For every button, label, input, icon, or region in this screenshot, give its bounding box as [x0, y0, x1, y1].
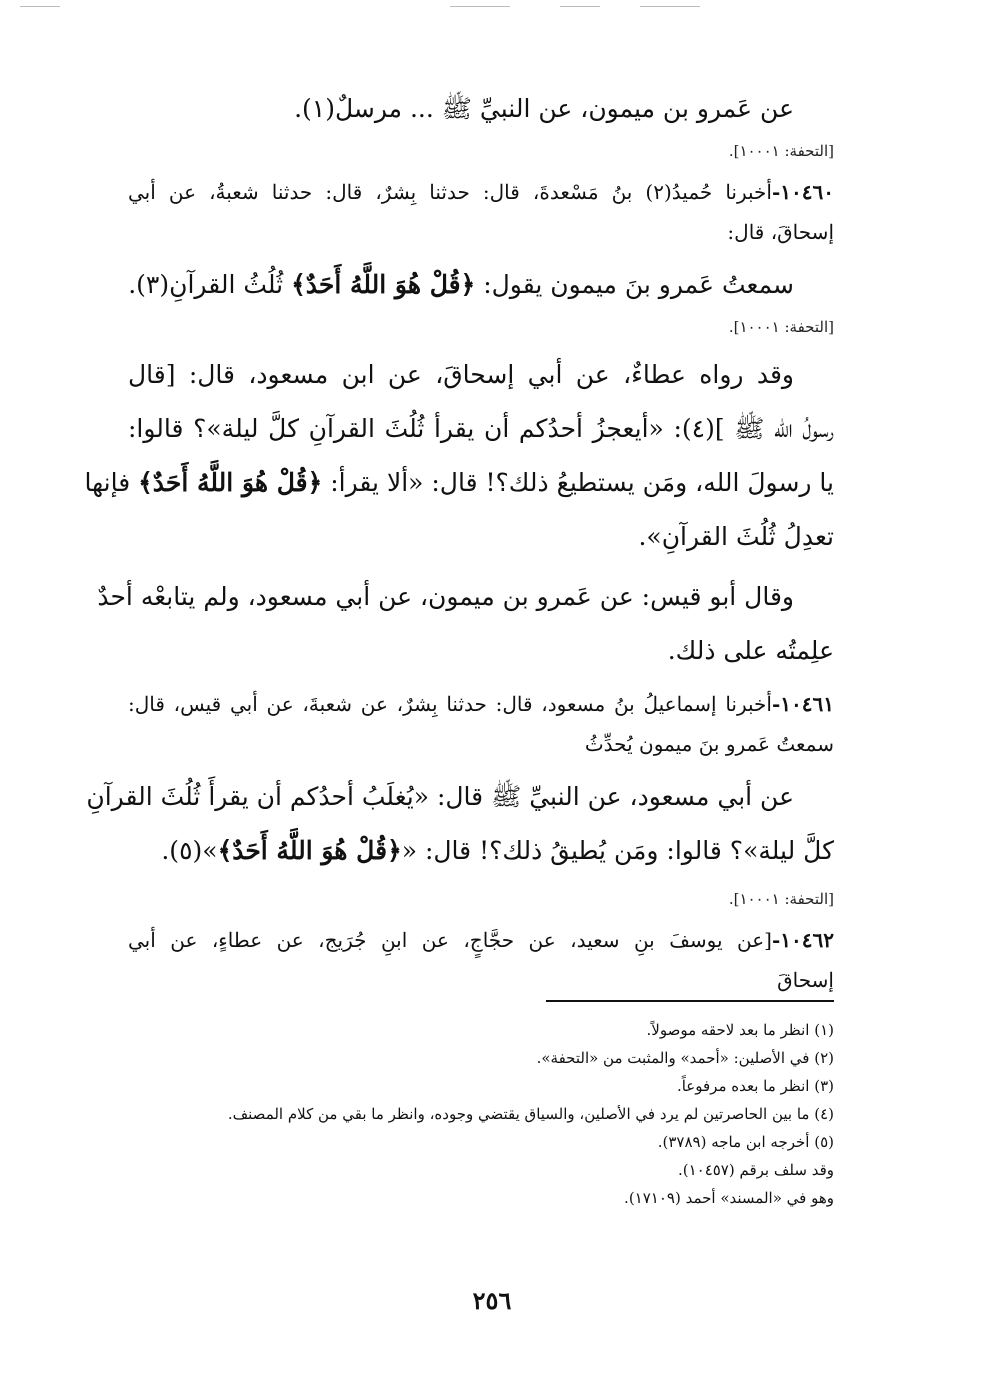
- tuhfa-reference-3: [التحفة: ١٠٠٠١].: [728, 890, 834, 908]
- hadith-10461: [128, 684, 834, 764]
- hadith-10461-line-2: سمعتُ عَمرو بنَ ميمون يُحدِّثُ: [584, 732, 834, 756]
- paragraph-ata-line-1: وقد رواه عطاءٌ، عن أبي إسحاقَ، عن ابن مسعود، قال: [قال: [128, 360, 794, 389]
- isnad-text: أخبرنا حُميدُ(٢) بنُ مَسْعدةَ، قال: حدثنا بِشرٌ، قال: حدثنا شعبةُ، عن أبي: [128, 180, 772, 204]
- paragraph-abu-masud-line-2-end: »(٥).: [161, 836, 218, 865]
- page-number: ٢٥٦: [472, 1286, 512, 1315]
- intro-text: عن عَمرو بن ميمون، عن النبيِّ ﷺ ... مرسلٌ(١).: [294, 94, 794, 123]
- paragraph-ata-line-4: تعدِلُ ثُلُثَ القرآنِ».: [638, 522, 834, 551]
- footnote-separator: [546, 1000, 834, 1002]
- footnote-5-cont-1: وقد سلف برقم (١٠٤٥٧).: [677, 1161, 834, 1179]
- intro-line: [128, 82, 834, 136]
- paragraph-abu-qays-line-1: وقال أبو قيس: عن عَمرو بن ميمون، عن أبي مسعود، ولم يتابعْه أحدٌ: [97, 582, 794, 611]
- paragraph-ata-line-2: رسولُ الله ﷺ ](٤): «أيعجزُ أحدُكم أن يقرأ ثُلُثَ القرآنِ كلَّ ليلة»؟ قالوا:: [128, 414, 834, 443]
- footnote-2: (٢) في الأصلين: «أحمد» والمثبت من «التحفة».: [536, 1049, 834, 1067]
- paragraph-ata-line-3-start: يا رسولَ الله، ومَن يستطيعُ ذلك؟! قال: «ألا يقرأ:: [322, 468, 834, 497]
- paragraph-abu-masud-line-1: عن أبي مسعود، عن النبيِّ ﷺ قال: «يُغلَبُ أحدُكم أن يقرأَ ثُلُثَ القرآنِ: [86, 782, 794, 811]
- paragraph-abu-masud-line-2: [128, 824, 834, 878]
- isnad-text: أخبرنا إسماعيلُ بنُ مسعود، قال: حدثنا بِشرٌ، عن شعبةَ، عن أبي قيس، قال:: [128, 692, 772, 716]
- hadith-10460-line-1: [128, 172, 834, 212]
- footnote-4: (٤) ما بين الحاصرتين لم يرد في الأصلين، والسياق يقتضي وجوده، وانظر ما بقي من كلام المصنف.: [227, 1105, 834, 1123]
- isnad-text: [عن يوسفَ بنِ سعيد، عن حجَّاجٍ، عن ابنِ جُرَيج، عن عطاءٍ، عن أبي: [128, 928, 772, 952]
- hadith-10460: [128, 172, 834, 252]
- samiat-text-end: ثُلُثُ القرآنِ(٣).: [128, 270, 292, 299]
- footnote-5: (٥) أخرجه ابن ماجه (٣٧٨٩).: [657, 1133, 834, 1151]
- hadith-10461-line-1: [128, 684, 834, 724]
- paragraph-ata-line-3-end: فإنها: [84, 468, 139, 497]
- paragraph-abu-masud-line-2-start: كلَّ ليلة»؟ قالوا: ومَن يُطيقُ ذلك؟! قال: «: [401, 836, 834, 865]
- hadith-10462-line-2: إسحاقَ: [777, 968, 834, 992]
- tuhfa-reference-2: [التحفة: ١٠٠٠١].: [728, 318, 834, 336]
- quran-verse-ikhlas: ﴿قُلْ هُوَ اللَّهُ أَحَدٌ﴾: [217, 836, 402, 865]
- paragraph-ata: [84, 348, 834, 564]
- samiat-text-start: سمعتُ عَمرو بنَ ميمون يقول:: [475, 270, 794, 299]
- tuhfa-reference-1: [التحفة: ١٠٠٠١].: [728, 142, 834, 160]
- samiat-line: [128, 258, 834, 312]
- paragraph-abu-qays-line-2: علِمتُه على ذلك.: [667, 636, 834, 665]
- paragraph-abu-qays: [97, 570, 834, 678]
- scan-top-marks: [0, 0, 984, 10]
- footnote-1: (١) انظر ما بعد لاحقه موصولاً.: [646, 1021, 834, 1039]
- hadith-10460-line-2: إسحاقَ، قال:: [727, 220, 834, 244]
- paragraph-ata-line-3: [84, 456, 834, 510]
- quran-verse-ikhlas: ﴿قُلْ هُوَ اللَّهُ أَحَدٌ﴾: [138, 468, 323, 497]
- paragraph-abu-masud: [86, 770, 834, 878]
- footnotes: [128, 1016, 834, 1212]
- footnote-5-cont-2: وهو في «المسند» أحمد (١٧١٠٩).: [624, 1189, 834, 1207]
- hadith-number: ١٠٤٦٠-: [771, 180, 835, 204]
- book-page: [84, 80, 835, 1340]
- quran-verse-ikhlas: ﴿قُلْ هُوَ اللَّهُ أَحَدٌ﴾: [291, 270, 476, 299]
- hadith-number: ١٠٤٦٢-: [771, 928, 834, 952]
- footnote-3: (٣) انظر ما بعده مرفوعاً.: [676, 1077, 834, 1095]
- hadith-10462-line-1: [128, 920, 834, 960]
- hadith-number: ١٠٤٦١-: [771, 692, 834, 716]
- hadith-10462: [128, 920, 834, 1000]
